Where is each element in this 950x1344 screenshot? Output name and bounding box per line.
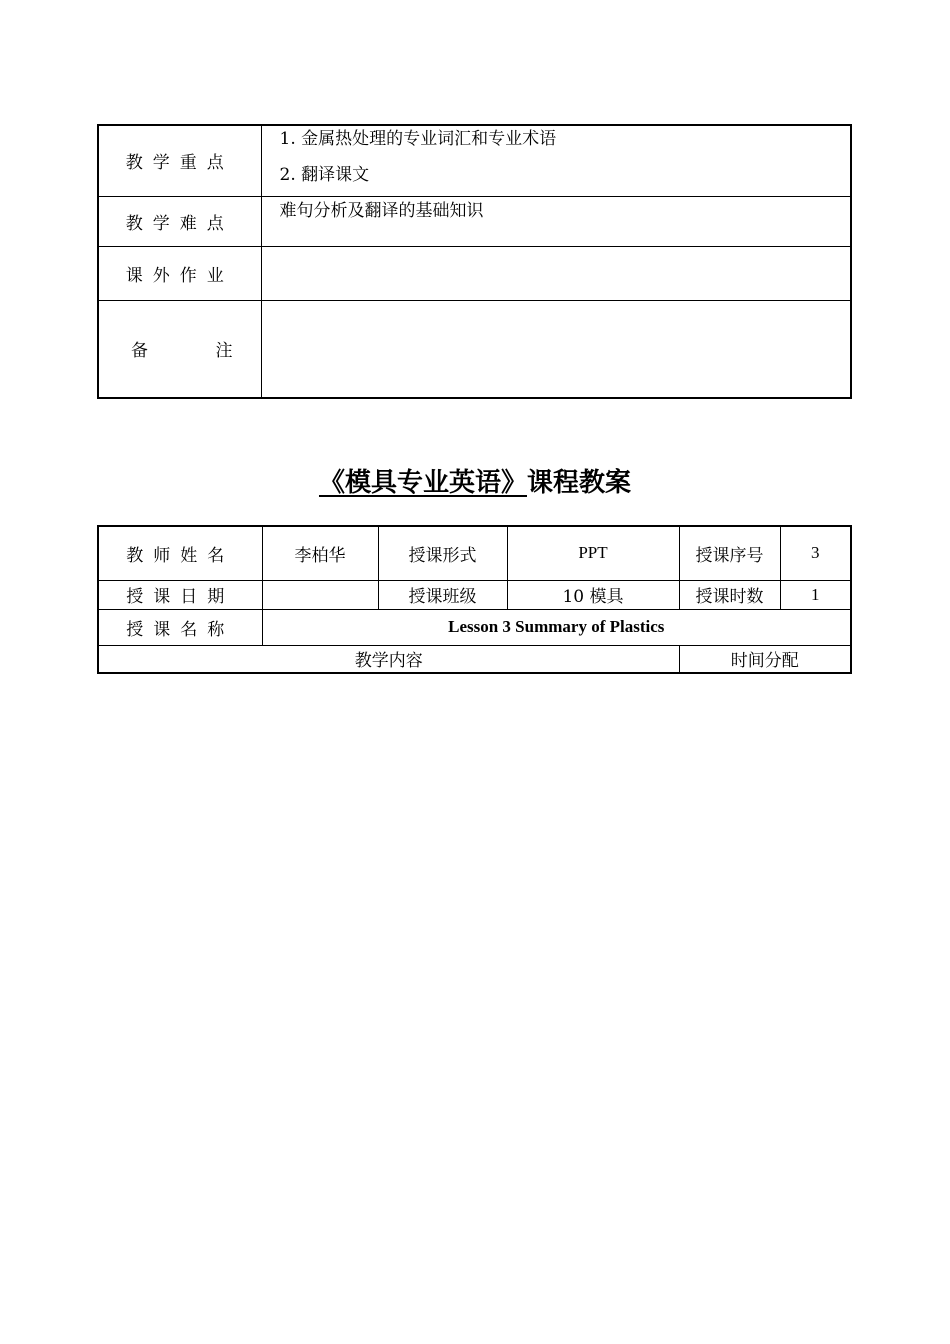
- content-header: 教学内容: [98, 645, 679, 673]
- course-info-table: [97, 525, 852, 674]
- teacher-label: 教师姓名: [98, 526, 262, 580]
- difficulties-label: 教学难点: [98, 196, 261, 246]
- table-row: [98, 300, 851, 398]
- homework-value: [261, 246, 851, 300]
- form-value: PPT: [507, 526, 679, 580]
- table-row: [98, 645, 851, 673]
- table-row: [98, 246, 851, 300]
- course-title: [0, 462, 950, 499]
- course-name-value: Lesson 3 Summary of Plastics: [262, 609, 851, 645]
- difficulties-value: [261, 196, 851, 246]
- key-points-label: 教学重点: [98, 125, 261, 196]
- date-label: 授课日期: [98, 580, 262, 609]
- seq-label: 授课序号: [679, 526, 780, 580]
- seq-value: 3: [780, 526, 851, 580]
- difficulty-text: 难句分析及翻译的基础知识: [279, 200, 484, 221]
- key-point-2: 2. 翻译课文: [279, 165, 370, 185]
- remarks-label: [98, 300, 261, 398]
- key-point-1: 1. 金属热处理的专业词汇和专业术语: [279, 129, 557, 149]
- course-title-underlined: 《模具专业英语》: [318, 468, 527, 498]
- table-row: [98, 196, 851, 246]
- class-label: 授课班级: [378, 580, 507, 609]
- remarks-value: [261, 300, 851, 398]
- form-label: 授课形式: [378, 526, 507, 580]
- class-value: 10 模具: [507, 580, 679, 609]
- course-name-label: 授课名称: [98, 609, 262, 645]
- hours-value: 1: [780, 580, 851, 609]
- table-row: [98, 580, 851, 609]
- homework-label: 课外作业: [98, 246, 261, 300]
- remarks-label-right: 注: [215, 341, 233, 362]
- teaching-plan-table: [97, 124, 852, 399]
- hours-label: 授课时数: [679, 580, 780, 609]
- date-value: [262, 580, 378, 609]
- table-row: [98, 526, 851, 580]
- table-row: [98, 125, 851, 196]
- remarks-label-left: 备: [131, 341, 148, 362]
- time-header: 时间分配: [679, 645, 851, 673]
- table-row: [98, 609, 851, 645]
- teacher-value: 李柏华: [262, 526, 378, 580]
- key-points-value: [261, 125, 851, 196]
- course-title-rest: 课程教案: [527, 468, 632, 498]
